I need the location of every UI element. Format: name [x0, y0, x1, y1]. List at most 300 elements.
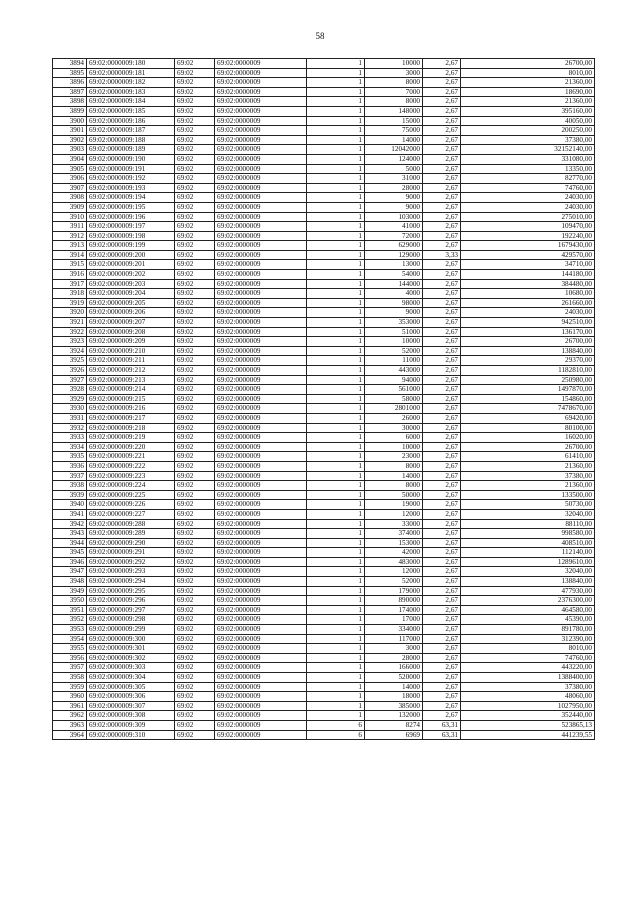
row-number-cell: 3894 — [53, 59, 87, 69]
rate-cell: 2,67 — [423, 452, 461, 462]
quarter-number-cell: 69:02:0000009 — [215, 145, 307, 155]
cadastral-value-cell: 384480,00 — [461, 279, 595, 289]
area-cell: 26000 — [365, 413, 423, 423]
table-row — [53, 461, 595, 471]
row-number-cell: 3925 — [53, 356, 87, 366]
district-code-cell: 69:02 — [175, 577, 215, 587]
cadastral-value-cell: 942510,00 — [461, 318, 595, 328]
district-code-cell: 69:02 — [175, 145, 215, 155]
quarter-number-cell: 69:02:0000009 — [215, 202, 307, 212]
cadastral-number-cell: 69:02:0000009:208 — [87, 327, 175, 337]
cadastral-number-cell: 69:02:0000009:203 — [87, 279, 175, 289]
cadastral-value-cell: 32152140,00 — [461, 145, 595, 155]
area-cell: 10000 — [365, 59, 423, 69]
cadastral-number-cell: 69:02:0000009:304 — [87, 673, 175, 683]
table-row — [53, 394, 595, 404]
rate-cell: 2,67 — [423, 519, 461, 529]
cadastral-value-cell: 24030,00 — [461, 308, 595, 318]
district-code-cell: 69:02 — [175, 413, 215, 423]
cadastral-value-cell: 2376300,00 — [461, 596, 595, 606]
district-code-cell: 69:02 — [175, 135, 215, 145]
district-code-cell: 69:02 — [175, 673, 215, 683]
count-cell: 1 — [307, 356, 365, 366]
district-code-cell: 69:02 — [175, 634, 215, 644]
quarter-number-cell: 69:02:0000009 — [215, 644, 307, 654]
cadastral-value-cell: 1289610,00 — [461, 557, 595, 567]
table-row — [53, 471, 595, 481]
district-code-cell: 69:02 — [175, 653, 215, 663]
table-row — [53, 279, 595, 289]
cadastral-number-cell: 69:02:0000009:198 — [87, 231, 175, 241]
quarter-number-cell: 69:02:0000009 — [215, 337, 307, 347]
count-cell: 1 — [307, 260, 365, 270]
area-cell: 443000 — [365, 366, 423, 376]
table-row — [53, 116, 595, 126]
table-row — [53, 644, 595, 654]
area-cell: 4000 — [365, 289, 423, 299]
rate-cell: 2,67 — [423, 164, 461, 174]
quarter-number-cell: 69:02:0000009 — [215, 222, 307, 232]
cadastral-value-cell: 275010,00 — [461, 212, 595, 222]
row-number-cell: 3901 — [53, 126, 87, 136]
cadastral-number-cell: 69:02:0000009:207 — [87, 318, 175, 328]
area-cell: 353000 — [365, 318, 423, 328]
district-code-cell: 69:02 — [175, 366, 215, 376]
area-cell: 374000 — [365, 529, 423, 539]
table-row — [53, 126, 595, 136]
count-cell: 1 — [307, 106, 365, 116]
count-cell: 1 — [307, 87, 365, 97]
rate-cell: 2,67 — [423, 145, 461, 155]
quarter-number-cell: 69:02:0000009 — [215, 701, 307, 711]
area-cell: 8000 — [365, 481, 423, 491]
cadastral-value-cell: 40050,00 — [461, 116, 595, 126]
rate-cell: 2,67 — [423, 500, 461, 510]
row-number-cell: 3947 — [53, 567, 87, 577]
table-row — [53, 720, 595, 730]
cadastral-number-cell: 69:02:0000009:202 — [87, 270, 175, 280]
district-code-cell: 69:02 — [175, 327, 215, 337]
rate-cell: 2,67 — [423, 663, 461, 673]
table-row — [53, 375, 595, 385]
rate-cell: 2,67 — [423, 135, 461, 145]
quarter-number-cell: 69:02:0000009 — [215, 68, 307, 78]
count-cell: 1 — [307, 413, 365, 423]
cadastral-number-cell: 69:02:0000009:182 — [87, 78, 175, 88]
quarter-number-cell: 69:02:0000009 — [215, 481, 307, 491]
area-cell: 7000 — [365, 87, 423, 97]
rate-cell: 2,67 — [423, 692, 461, 702]
district-code-cell: 69:02 — [175, 490, 215, 500]
quarter-number-cell: 69:02:0000009 — [215, 97, 307, 107]
row-number-cell: 3900 — [53, 116, 87, 126]
quarter-number-cell: 69:02:0000009 — [215, 356, 307, 366]
rate-cell: 2,67 — [423, 154, 461, 164]
district-code-cell: 69:02 — [175, 433, 215, 443]
row-number-cell: 3963 — [53, 720, 87, 730]
row-number-cell: 3931 — [53, 413, 87, 423]
cadastral-number-cell: 69:02:0000009:189 — [87, 145, 175, 155]
row-number-cell: 3938 — [53, 481, 87, 491]
table-row — [53, 692, 595, 702]
rate-cell: 2,67 — [423, 222, 461, 232]
district-code-cell: 69:02 — [175, 183, 215, 193]
count-cell: 1 — [307, 461, 365, 471]
count-cell: 1 — [307, 481, 365, 491]
cadastral-value-cell: 891780,00 — [461, 625, 595, 635]
rate-cell: 2,67 — [423, 586, 461, 596]
cadastral-number-cell: 69:02:0000009:214 — [87, 385, 175, 395]
rate-cell: 2,67 — [423, 231, 461, 241]
rate-cell: 2,67 — [423, 394, 461, 404]
rate-cell: 2,67 — [423, 126, 461, 136]
quarter-number-cell: 69:02:0000009 — [215, 653, 307, 663]
count-cell: 1 — [307, 366, 365, 376]
rate-cell: 2,67 — [423, 68, 461, 78]
cadastral-value-cell: 26700,00 — [461, 337, 595, 347]
area-cell: 58000 — [365, 394, 423, 404]
row-number-cell: 3948 — [53, 577, 87, 587]
area-cell: 12000 — [365, 567, 423, 577]
count-cell: 1 — [307, 68, 365, 78]
cadastral-value-cell: 80100,00 — [461, 423, 595, 433]
rate-cell: 2,67 — [423, 481, 461, 491]
cadastral-number-cell: 69:02:0000009:184 — [87, 97, 175, 107]
row-number-cell: 3904 — [53, 154, 87, 164]
quarter-number-cell: 69:02:0000009 — [215, 509, 307, 519]
cadastral-value-cell: 477930,00 — [461, 586, 595, 596]
district-code-cell: 69:02 — [175, 279, 215, 289]
count-cell: 1 — [307, 471, 365, 481]
row-number-cell: 3924 — [53, 346, 87, 356]
row-number-cell: 3944 — [53, 538, 87, 548]
cadastral-value-cell: 1388400,00 — [461, 673, 595, 683]
district-code-cell: 69:02 — [175, 193, 215, 203]
table-row — [53, 250, 595, 260]
rate-cell: 2,67 — [423, 346, 461, 356]
area-cell: 11000 — [365, 356, 423, 366]
quarter-number-cell: 69:02:0000009 — [215, 567, 307, 577]
cadastral-value-cell: 441239,55 — [461, 730, 595, 740]
count-cell: 1 — [307, 509, 365, 519]
row-number-cell: 3915 — [53, 260, 87, 270]
district-code-cell: 69:02 — [175, 500, 215, 510]
row-number-cell: 3898 — [53, 97, 87, 107]
quarter-number-cell: 69:02:0000009 — [215, 193, 307, 203]
table-row — [53, 59, 595, 69]
row-number-cell: 3964 — [53, 730, 87, 740]
cadastral-number-cell: 69:02:0000009:216 — [87, 404, 175, 414]
count-cell: 1 — [307, 279, 365, 289]
count-cell: 1 — [307, 404, 365, 414]
area-cell: 103000 — [365, 212, 423, 222]
rate-cell: 2,67 — [423, 87, 461, 97]
district-code-cell: 69:02 — [175, 615, 215, 625]
cadastral-number-cell: 69:02:0000009:211 — [87, 356, 175, 366]
area-cell: 12000 — [365, 509, 423, 519]
table-row — [53, 605, 595, 615]
table-row — [53, 481, 595, 491]
count-cell: 1 — [307, 59, 365, 69]
quarter-number-cell: 69:02:0000009 — [215, 298, 307, 308]
count-cell: 1 — [307, 557, 365, 567]
district-code-cell: 69:02 — [175, 711, 215, 721]
row-number-cell: 3955 — [53, 644, 87, 654]
quarter-number-cell: 69:02:0000009 — [215, 327, 307, 337]
district-code-cell: 69:02 — [175, 557, 215, 567]
cadastral-number-cell: 69:02:0000009:199 — [87, 241, 175, 251]
cadastral-number-cell: 69:02:0000009:197 — [87, 222, 175, 232]
area-cell: 3000 — [365, 68, 423, 78]
row-number-cell: 3921 — [53, 318, 87, 328]
rate-cell: 2,67 — [423, 711, 461, 721]
quarter-number-cell: 69:02:0000009 — [215, 634, 307, 644]
cadastral-number-cell: 69:02:0000009:296 — [87, 596, 175, 606]
cadastral-number-cell: 69:02:0000009:227 — [87, 509, 175, 519]
district-code-cell: 69:02 — [175, 260, 215, 270]
rate-cell: 2,67 — [423, 106, 461, 116]
count-cell: 6 — [307, 730, 365, 740]
row-number-cell: 3937 — [53, 471, 87, 481]
rate-cell: 63,31 — [423, 730, 461, 740]
rate-cell: 2,67 — [423, 202, 461, 212]
district-code-cell: 69:02 — [175, 586, 215, 596]
cadastral-number-cell: 69:02:0000009:204 — [87, 289, 175, 299]
district-code-cell: 69:02 — [175, 308, 215, 318]
cadastral-value-cell: 331080,00 — [461, 154, 595, 164]
cadastral-number-cell: 69:02:0000009:310 — [87, 730, 175, 740]
row-number-cell: 3928 — [53, 385, 87, 395]
row-number-cell: 3940 — [53, 500, 87, 510]
row-number-cell: 3908 — [53, 193, 87, 203]
district-code-cell: 69:02 — [175, 375, 215, 385]
cadastral-value-cell: 443220,00 — [461, 663, 595, 673]
rate-cell: 2,67 — [423, 605, 461, 615]
area-cell: 2801000 — [365, 404, 423, 414]
cadastral-value-cell: 45390,00 — [461, 615, 595, 625]
cadastral-value-cell: 1027950,00 — [461, 701, 595, 711]
district-code-cell: 69:02 — [175, 356, 215, 366]
count-cell: 1 — [307, 126, 365, 136]
row-number-cell: 3961 — [53, 701, 87, 711]
rate-cell: 2,67 — [423, 327, 461, 337]
table-row — [53, 231, 595, 241]
count-cell: 1 — [307, 183, 365, 193]
cadastral-number-cell: 69:02:0000009:307 — [87, 701, 175, 711]
table-row — [53, 68, 595, 78]
table-row — [53, 413, 595, 423]
area-cell: 6969 — [365, 730, 423, 740]
cadastral-value-cell: 32040,00 — [461, 567, 595, 577]
table-row — [53, 567, 595, 577]
area-cell: 5000 — [365, 164, 423, 174]
count-cell: 1 — [307, 270, 365, 280]
area-cell: 75000 — [365, 126, 423, 136]
cadastral-value-cell: 352440,00 — [461, 711, 595, 721]
cadastral-number-cell: 69:02:0000009:308 — [87, 711, 175, 721]
count-cell: 1 — [307, 318, 365, 328]
cadastral-value-cell: 21360,00 — [461, 461, 595, 471]
rate-cell: 2,67 — [423, 318, 461, 328]
area-cell: 23000 — [365, 452, 423, 462]
district-code-cell: 69:02 — [175, 87, 215, 97]
district-code-cell: 69:02 — [175, 212, 215, 222]
district-code-cell: 69:02 — [175, 471, 215, 481]
rate-cell: 2,67 — [423, 260, 461, 270]
area-cell: 18000 — [365, 692, 423, 702]
district-code-cell: 69:02 — [175, 538, 215, 548]
area-cell: 98000 — [365, 298, 423, 308]
cadastral-number-cell: 69:02:0000009:218 — [87, 423, 175, 433]
count-cell: 1 — [307, 663, 365, 673]
district-code-cell: 69:02 — [175, 404, 215, 414]
quarter-number-cell: 69:02:0000009 — [215, 452, 307, 462]
district-code-cell: 69:02 — [175, 519, 215, 529]
table-row — [53, 557, 595, 567]
rate-cell: 2,67 — [423, 490, 461, 500]
count-cell: 1 — [307, 577, 365, 587]
cadastral-number-cell: 69:02:0000009:225 — [87, 490, 175, 500]
cadastral-value-cell: 395160,00 — [461, 106, 595, 116]
cadastral-number-cell: 69:02:0000009:309 — [87, 720, 175, 730]
row-number-cell: 3959 — [53, 682, 87, 692]
cadastral-value-cell: 13350,00 — [461, 164, 595, 174]
quarter-number-cell: 69:02:0000009 — [215, 250, 307, 260]
row-number-cell: 3942 — [53, 519, 87, 529]
row-number-cell: 3905 — [53, 164, 87, 174]
cadastral-value-cell: 21360,00 — [461, 481, 595, 491]
count-cell: 1 — [307, 298, 365, 308]
district-code-cell: 69:02 — [175, 126, 215, 136]
area-cell: 10000 — [365, 337, 423, 347]
row-number-cell: 3906 — [53, 174, 87, 184]
count-cell: 1 — [307, 586, 365, 596]
area-cell: 8000 — [365, 461, 423, 471]
rate-cell: 2,67 — [423, 404, 461, 414]
quarter-number-cell: 69:02:0000009 — [215, 78, 307, 88]
cadastral-number-cell: 69:02:0000009:205 — [87, 298, 175, 308]
rate-cell: 2,67 — [423, 298, 461, 308]
cadastral-value-cell: 21360,00 — [461, 97, 595, 107]
area-cell: 890000 — [365, 596, 423, 606]
row-number-cell: 3934 — [53, 442, 87, 452]
district-code-cell: 69:02 — [175, 164, 215, 174]
cadastral-number-cell: 69:02:0000009:289 — [87, 529, 175, 539]
area-cell: 6000 — [365, 433, 423, 443]
rate-cell: 2,67 — [423, 413, 461, 423]
row-number-cell: 3933 — [53, 433, 87, 443]
cadastral-number-cell: 69:02:0000009:210 — [87, 346, 175, 356]
cadastral-value-cell: 69420,00 — [461, 413, 595, 423]
cadastral-number-cell: 69:02:0000009:300 — [87, 634, 175, 644]
district-code-cell: 69:02 — [175, 68, 215, 78]
area-cell: 9000 — [365, 202, 423, 212]
district-code-cell: 69:02 — [175, 394, 215, 404]
quarter-number-cell: 69:02:0000009 — [215, 673, 307, 683]
district-code-cell: 69:02 — [175, 59, 215, 69]
cadastral-number-cell: 69:02:0000009:193 — [87, 183, 175, 193]
rate-cell: 2,67 — [423, 682, 461, 692]
quarter-number-cell: 69:02:0000009 — [215, 500, 307, 510]
quarter-number-cell: 69:02:0000009 — [215, 375, 307, 385]
count-cell: 1 — [307, 615, 365, 625]
table-row — [53, 154, 595, 164]
quarter-number-cell: 69:02:0000009 — [215, 605, 307, 615]
cadastral-value-cell: 61410,00 — [461, 452, 595, 462]
quarter-number-cell: 69:02:0000009 — [215, 116, 307, 126]
quarter-number-cell: 69:02:0000009 — [215, 519, 307, 529]
table-row — [53, 97, 595, 107]
cadastral-number-cell: 69:02:0000009:306 — [87, 692, 175, 702]
quarter-number-cell: 69:02:0000009 — [215, 87, 307, 97]
cadastral-number-cell: 69:02:0000009:212 — [87, 366, 175, 376]
row-number-cell: 3914 — [53, 250, 87, 260]
district-code-cell: 69:02 — [175, 567, 215, 577]
row-number-cell: 3950 — [53, 596, 87, 606]
district-code-cell: 69:02 — [175, 730, 215, 740]
count-cell: 1 — [307, 423, 365, 433]
count-cell: 1 — [307, 212, 365, 222]
table-row — [53, 701, 595, 711]
table-row — [53, 193, 595, 203]
table-row — [53, 145, 595, 155]
cadastral-value-cell: 24030,00 — [461, 202, 595, 212]
row-number-cell: 3943 — [53, 529, 87, 539]
area-cell: 561000 — [365, 385, 423, 395]
rate-cell: 2,67 — [423, 538, 461, 548]
cadastral-value-cell: 312390,00 — [461, 634, 595, 644]
row-number-cell: 3912 — [53, 231, 87, 241]
table-row — [53, 663, 595, 673]
cadastral-number-cell: 69:02:0000009:302 — [87, 653, 175, 663]
row-number-cell: 3897 — [53, 87, 87, 97]
row-number-cell: 3902 — [53, 135, 87, 145]
row-number-cell: 3962 — [53, 711, 87, 721]
area-cell: 3000 — [365, 644, 423, 654]
district-code-cell: 69:02 — [175, 106, 215, 116]
row-number-cell: 3918 — [53, 289, 87, 299]
count-cell: 1 — [307, 289, 365, 299]
cadastral-number-cell: 69:02:0000009:215 — [87, 394, 175, 404]
area-cell: 54000 — [365, 270, 423, 280]
cadastral-value-cell: 8010,00 — [461, 644, 595, 654]
table-body — [53, 59, 595, 740]
rate-cell: 2,67 — [423, 625, 461, 635]
cadastral-number-cell: 69:02:0000009:291 — [87, 548, 175, 558]
count-cell: 1 — [307, 231, 365, 241]
count-cell: 1 — [307, 375, 365, 385]
cadastral-value-cell: 464580,00 — [461, 605, 595, 615]
table-row — [53, 634, 595, 644]
count-cell: 1 — [307, 337, 365, 347]
cadastral-number-cell: 69:02:0000009:185 — [87, 106, 175, 116]
district-code-cell: 69:02 — [175, 346, 215, 356]
count-cell: 1 — [307, 442, 365, 452]
row-number-cell: 3926 — [53, 366, 87, 376]
count-cell: 1 — [307, 548, 365, 558]
quarter-number-cell: 69:02:0000009 — [215, 260, 307, 270]
area-cell: 17000 — [365, 615, 423, 625]
area-cell: 30000 — [365, 423, 423, 433]
row-number-cell: 3922 — [53, 327, 87, 337]
table-row — [53, 653, 595, 663]
count-cell: 1 — [307, 567, 365, 577]
table-row — [53, 711, 595, 721]
table-row — [53, 346, 595, 356]
rate-cell: 2,67 — [423, 270, 461, 280]
area-cell: 52000 — [365, 577, 423, 587]
area-cell: 52000 — [365, 346, 423, 356]
